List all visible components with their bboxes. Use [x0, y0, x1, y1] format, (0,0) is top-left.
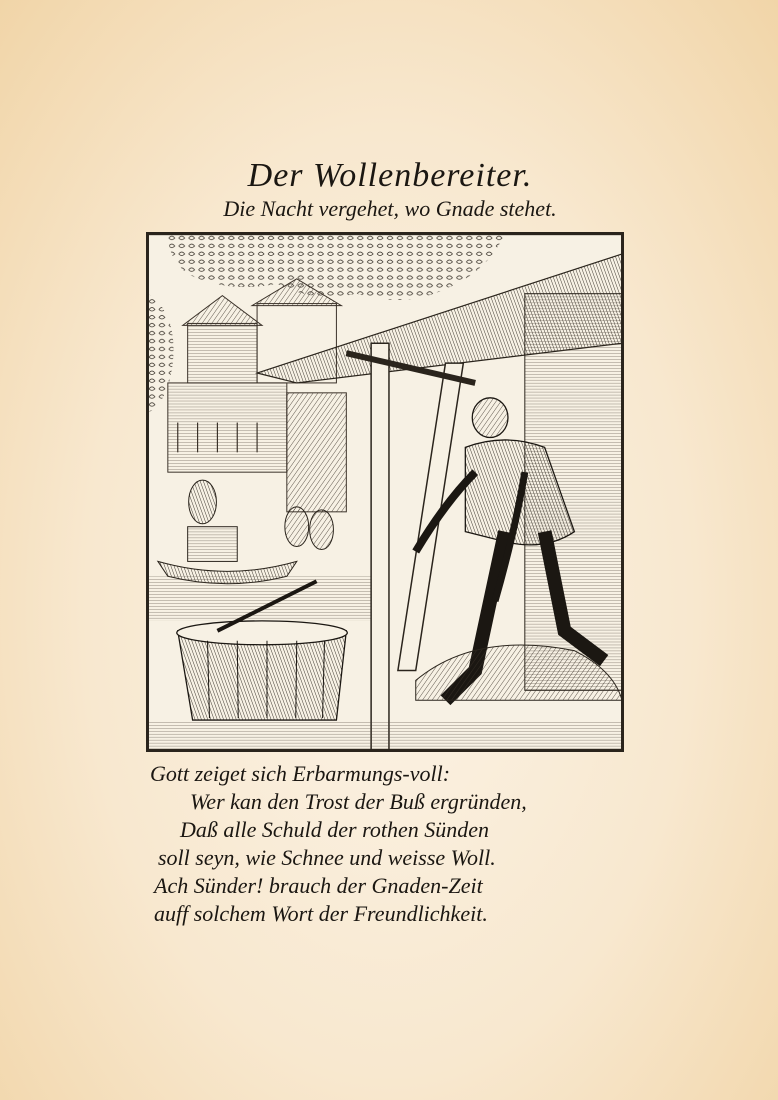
verse-line: Daß alle Schuld der rothen Sünden — [180, 817, 489, 842]
town-building — [188, 323, 257, 382]
verse-line: auff solchem Wort der Freundlichkeit. — [154, 901, 488, 926]
verse-block — [150, 760, 640, 928]
engraving-illustration — [146, 232, 624, 752]
plate-title: Der Wollenbereiter. — [247, 157, 533, 194]
verse-line: Ach Sünder! brauch der Gnaden-Zeit — [154, 873, 483, 898]
plate-motto: Die Nacht vergehet, wo Gnade stehet. — [223, 196, 557, 221]
wooden-post — [371, 343, 389, 750]
verse-line: Gott zeiget sich Erbarmungs-voll: — [150, 761, 451, 786]
verse-line: Wer kan den Trost der Buß ergründen, — [190, 789, 527, 814]
verse-line: soll seyn, wie Schnee und weisse Woll. — [158, 845, 496, 870]
